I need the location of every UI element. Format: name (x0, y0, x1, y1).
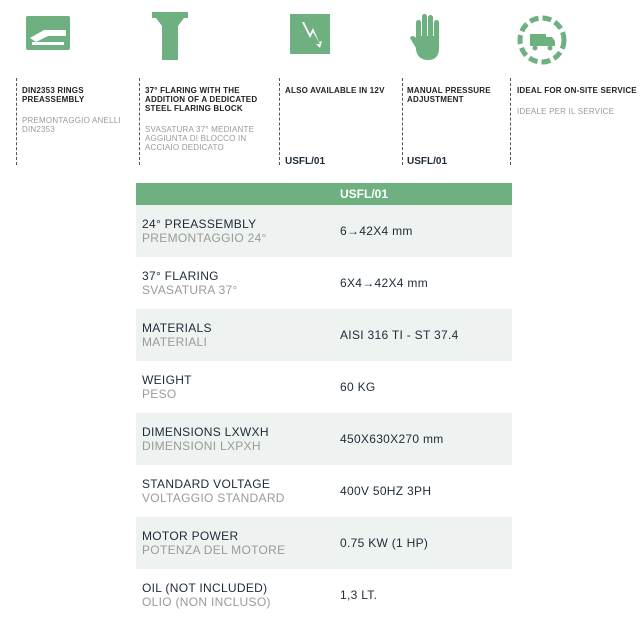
row-label-en: DIMENSIONS LXWXH (142, 425, 269, 439)
feature-label-en: MANUAL PRESSURE ADJUSTMENT (407, 86, 491, 104)
row-label-en: STANDARD VOLTAGE (142, 477, 271, 491)
feature-label-en: IDEAL FOR ON-SITE SERVICE (517, 86, 637, 95)
row-value: 6→42X4 mm (340, 224, 413, 238)
feature-model: USFL/01 (285, 156, 326, 167)
table-row (136, 205, 512, 257)
feature-label-it: SVASATURA 37° MEDIANTE AGGIUNTA DI BLOCCO IN ACCIAIO DEDICATO (145, 125, 255, 152)
table-row (136, 309, 512, 361)
row-value: 400V 50HZ 3PH (340, 484, 432, 498)
voltage-icon (290, 14, 330, 54)
row-label-it: PESO (142, 387, 177, 401)
row-label-en: WEIGHT (142, 373, 192, 387)
feature-service (510, 0, 640, 170)
feature-label-en: ALSO AVAILABLE IN 12V (285, 86, 385, 95)
row-label-en: OIL (NOT INCLUDED) (142, 581, 268, 595)
feature-model: USFL/01 (407, 156, 448, 167)
table-row (136, 465, 512, 517)
spec-header (136, 183, 512, 205)
spec-model: USFL/01 (340, 187, 389, 201)
row-label-it: VOLTAGGIO STANDARD (142, 491, 285, 505)
table-row (136, 257, 512, 309)
row-value: 450X630X270 mm (340, 432, 444, 446)
feature-label-en: 37° FLARING WITH THE ADDITION OF A DEDICATED STEEL FLARING BLOCK (145, 86, 258, 113)
spec-table (136, 183, 512, 621)
feature-12v (278, 0, 400, 170)
feature-label-it: PREMONTAGGIO ANELLI DIN2353 (22, 116, 121, 134)
flare-ring-icon (26, 12, 70, 56)
feature-manual-pressure (400, 0, 510, 170)
row-label-it: OLIO (NON INCLUSO) (142, 595, 271, 609)
feature-flaring (136, 0, 278, 170)
flaring-block-icon (148, 12, 192, 62)
feature-label-it: IDEALE PER IL SERVICE (517, 107, 615, 116)
row-label-en: MOTOR POWER (142, 529, 239, 543)
row-value: AISI 316 TI - ST 37.4 (340, 328, 459, 342)
service-truck-icon (516, 14, 568, 66)
row-label-it: MATERIALI (142, 335, 208, 349)
table-row (136, 413, 512, 465)
row-label-it: SVASATURA 37° (142, 283, 238, 297)
feature-label-en: DIN2353 RINGS PREASSEMBLY (22, 86, 85, 104)
row-value: 6X4→42X4 mm (340, 276, 429, 290)
row-value: 0.75 KW (1 HP) (340, 536, 429, 550)
row-label-en: 37° FLARING (142, 269, 219, 283)
row-label-it: POTENZA DEL MOTORE (142, 543, 286, 557)
row-value: 1,3 LT. (340, 588, 378, 602)
row-label-it: PREMONTAGGIO 24° (142, 231, 267, 245)
table-row (136, 569, 512, 621)
hand-icon (410, 12, 446, 62)
row-label-it: DIMENSIONI LXPXH (142, 439, 261, 453)
features-strip (0, 0, 640, 170)
table-row (136, 361, 512, 413)
table-row (136, 517, 512, 569)
feature-preassembly (0, 0, 136, 170)
row-label-en: MATERIALS (142, 321, 212, 335)
row-value: 60 KG (340, 380, 376, 394)
row-label-en: 24° PREASSEMBLY (142, 217, 257, 231)
